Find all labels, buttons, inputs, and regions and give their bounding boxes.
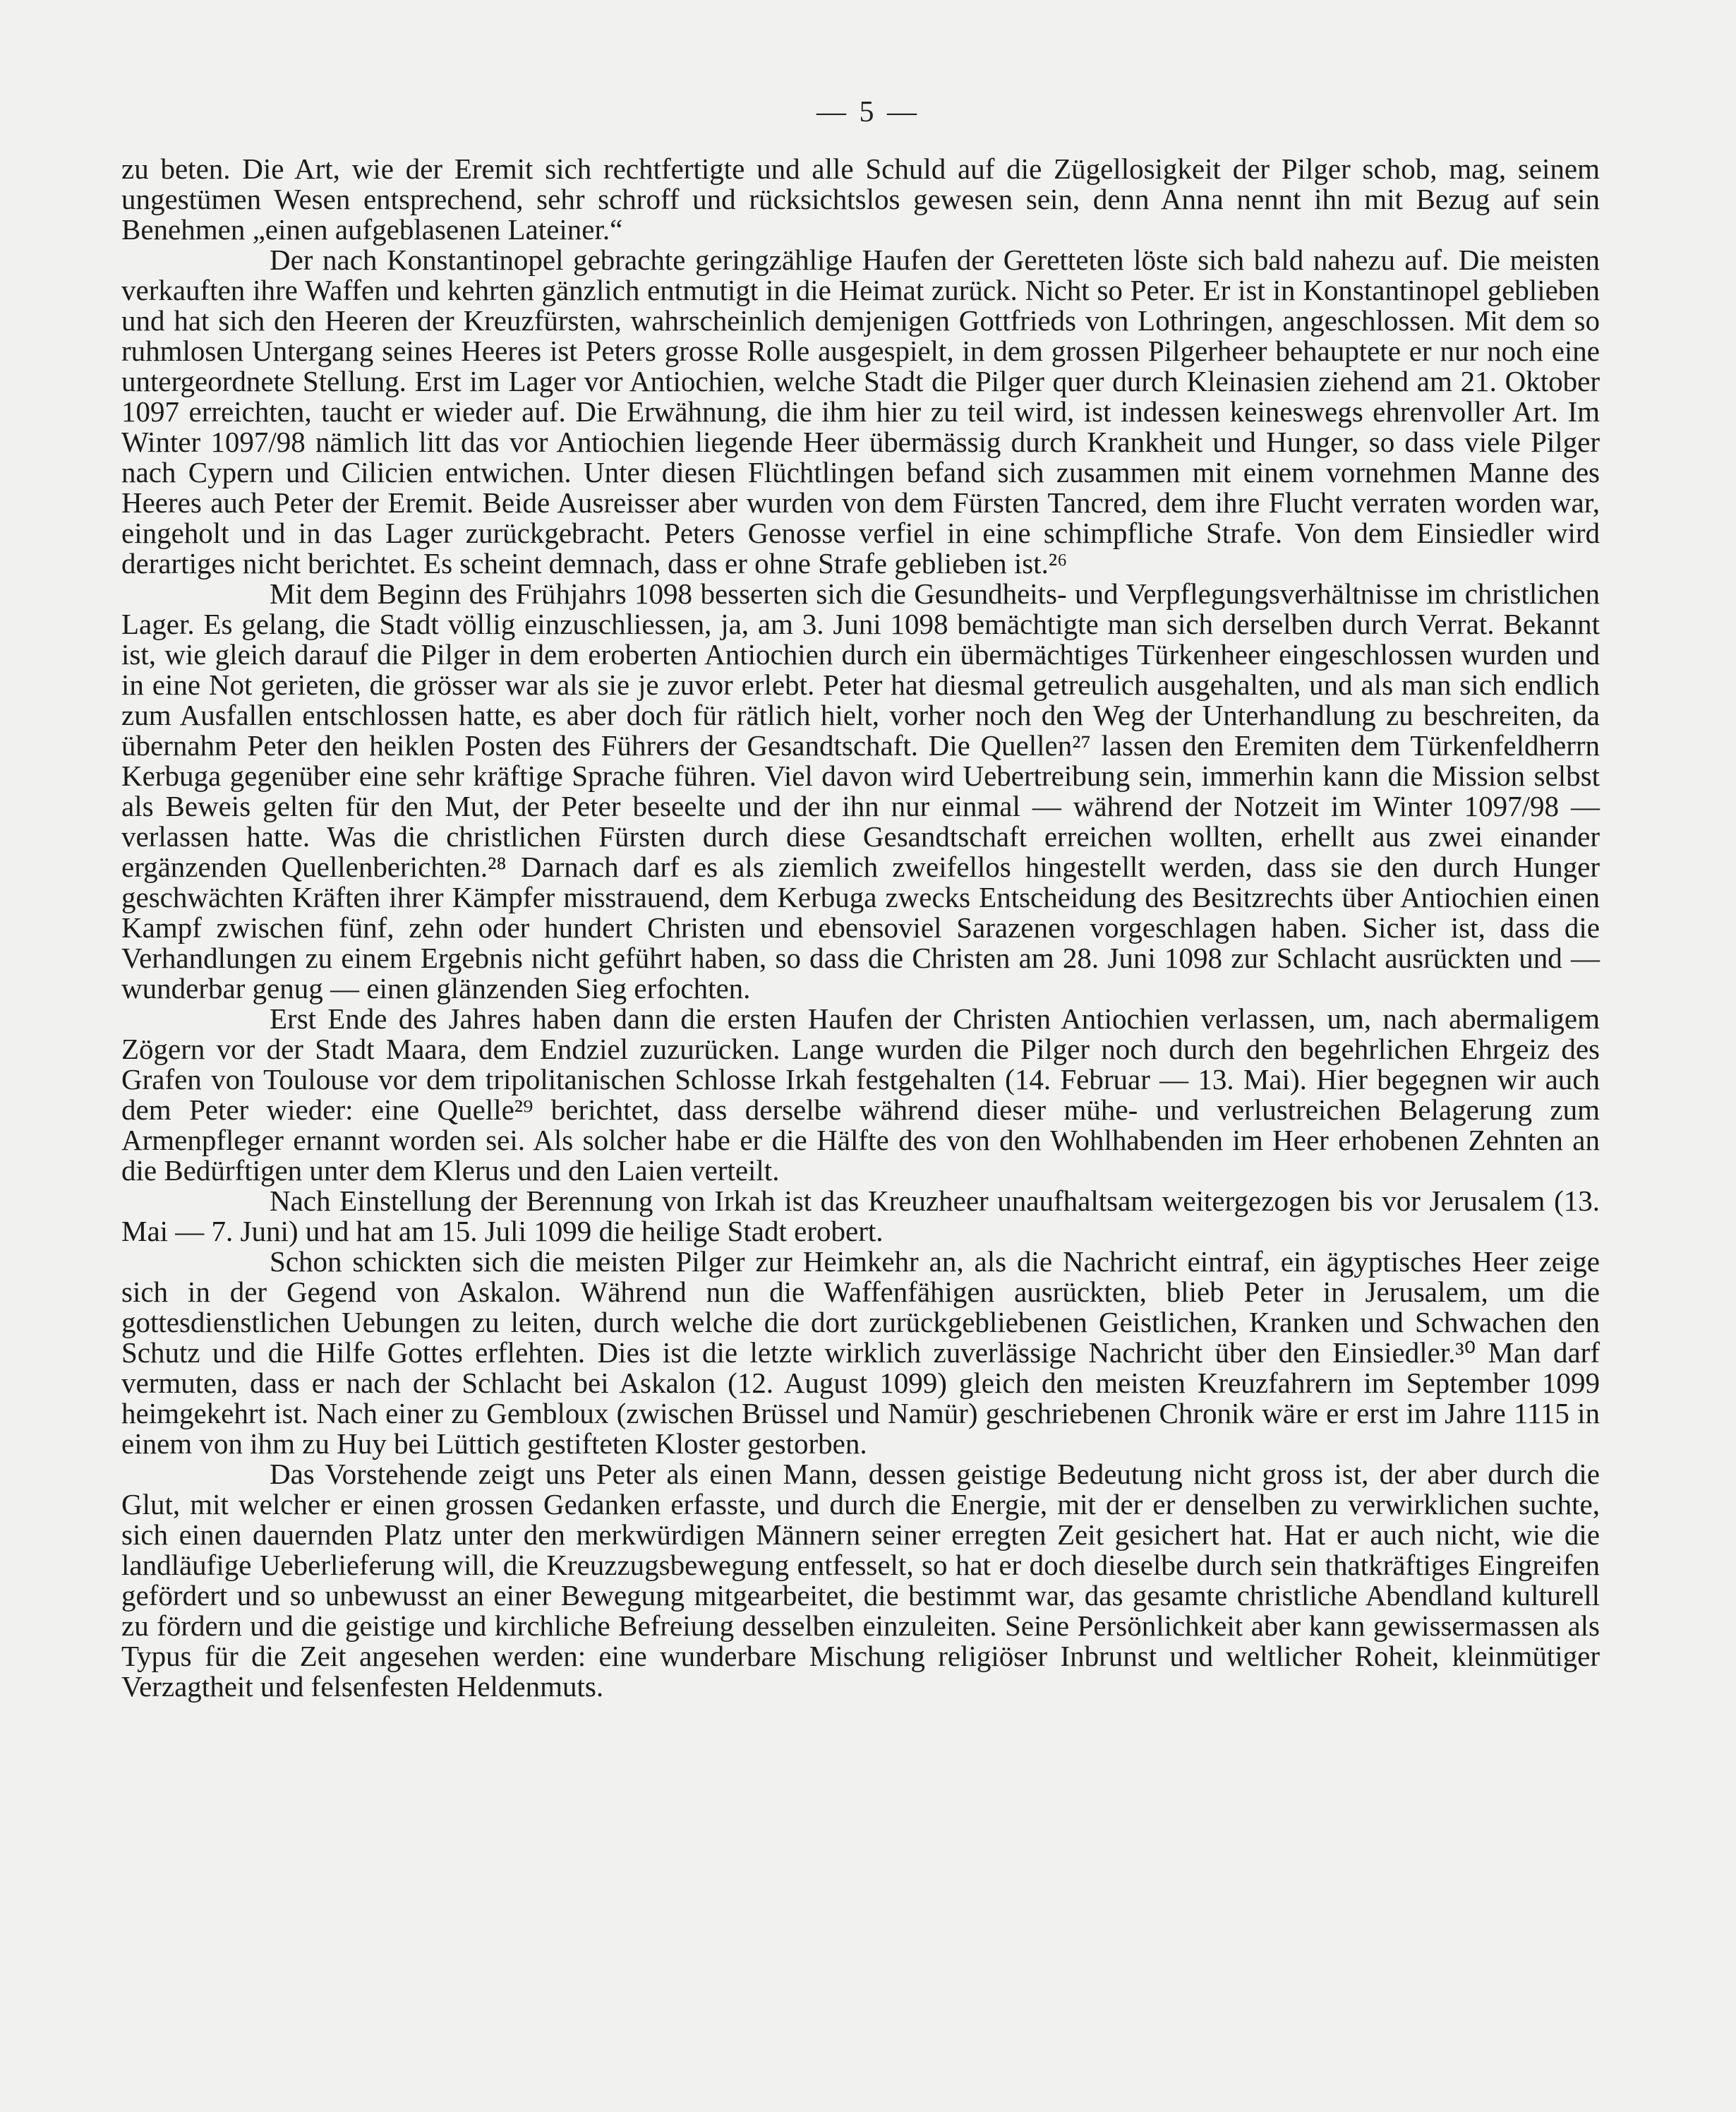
paragraph: Mit dem Beginn des Frühjahrs 1098 besserten sich die Gesundheits- und Verpflegungsverhältnisse im christlichen Lager. Es gelang, die Stadt völlig einzuschliessen, ja, am 3. Juni 1098 bemächtigte man sich derselben durch Verrat. Bekannt ist, wie gleich darauf die Pilger in dem eroberten Antiochien durch ein übermächtiges Türkenheer eingeschlossen wurden und in eine Not gerieten, die grösser war als sie je zuvor erlebt. Peter hat diesmal getreulich ausgehalten, und als man sich endlich zum Ausfallen entschlossen hatte, es aber doch für rätlich hielt, vorher noch den Weg der Unterhandlung zu beschreiten, da übernahm Peter den heiklen Posten des Führers der Gesandtschaft. Die Quellen²⁷ lassen den Eremiten dem Türkenfeldherrn Kerbuga gegenüber eine sehr kräftige Sprache führen. Viel davon wird Uebertreibung sein, immerhin kann die Mission selbst als Beweis gelten für den Mut, der Peter beseelte und der ihn nur einmal — während der Notzeit im Winter 1097/98 — verlassen hatte. Was die christlichen Fürsten durch diese Gesandtschaft erreichen wollten, erhellt aus zwei einander ergänzenden Quellenberichten.²⁸ Darnach darf es als ziemlich zweifellos hingestellt werden, dass sie den durch Hunger geschwächten Kräften ihrer Kämpfer misstrauend, dem Kerbuga zwecks Entscheidung des Besitzrechts über Antiochien einen Kampf zwischen fünf, zehn oder hundert Christen und ebensoviel Sarazenen vorgeschlagen haben. Sicher ist, dass die Verhandlungen zu einem Ergebnis nicht geführt haben, so dass die Christen am 28. Juni 1098 zur Schlacht ausrückten und — wunderbar genug — einen glänzenden Sieg erfochten. [121, 577, 1600, 1004]
paragraph: Nach Einstellung der Berennung von Irkah ist das Kreuzheer unaufhaltsam weitergezogen bis vor Jerusalem (13. Mai — 7. Juni) und hat am 15. Juli 1099 die heilige Stadt erobert. [121, 1184, 1600, 1247]
paragraph: zu beten. Die Art, wie der Eremit sich rechtfertigte und alle Schuld auf die Zügellosigkeit der Pilger schob, mag, seinem ungestümen Wesen entsprechend, sehr schroff und rücksichtslos gewesen sein, denn Anna nennt ihn mit Bezug auf sein Benehmen „einen aufgeblasenen Lateiner.“ [121, 152, 1600, 246]
paragraph: Der nach Konstantinopel gebrachte geringzählige Haufen der Geretteten löste sich bald nahezu auf. Die meisten verkauften ihre Waffen und kehrten gänzlich entmutigt in die Heimat zurück. Nicht so Peter. Er ist in Konstantinopel geblieben und hat sich den Heeren der Kreuzfürsten, wahrscheinlich demjenigen Gottfrieds von Lothringen, angeschlossen. Mit dem so ruhmlosen Untergang seines Heeres ist Peters grosse Rolle ausgespielt, in dem grossen Pilgerheer behauptete er nur noch eine untergeordnete Stellung. Erst im Lager vor Antiochien, welche Stadt die Pilger quer durch Kleinasien ziehend am 21. Oktober 1097 erreichten, taucht er wieder auf. Die Erwähnung, die ihm hier zu teil wird, ist indessen keineswegs ehrenvoller Art. Im Winter 1097/98 nämlich litt das vor Antiochien liegende Heer übermässig durch Krankheit und Hunger, so dass viele Pilger nach Cypern und Cilicien entwichen. Unter diesen Flüchtlingen befand sich zusammen mit einem vornehmen Manne des Heeres auch Peter der Eremit. Beide Ausreisser aber wurden von dem Fürsten Tancred, dem ihre Flucht verraten worden war, eingeholt und in das Lager zurückgebracht. Peters Genosse verfiel in eine schimpfliche Strafe. Von dem Einsiedler wird derartiges nicht berichtet. Es scheint demnach, dass er ohne Strafe geblieben ist.²⁶ [121, 244, 1600, 580]
page-number: — 5 — [816, 96, 920, 128]
body-text [121, 154, 1600, 1702]
paragraph: Das Vorstehende zeigt uns Peter als einen Mann, dessen geistige Bedeutung nicht gross ist, der aber durch die Glut, mit welcher er einen grossen Gedanken erfasste, und durch die Energie, mit der er denselben zu verwirklichen suchte, sich einen dauernden Platz unter den merkwürdigen Männern seiner erregten Zeit gesichert hat. Hat er auch nicht, wie die landläufige Ueberlieferung will, die Kreuzzugsbewegung entfesselt, so hat er doch dieselbe durch sein thatkräftiges Eingreifen gefördert und so unbewusst an einer Bewegung mitgearbeitet, die bestimmt war, das gesamte christliche Abendland kulturell zu fördern und die geistige und kirchliche Befreiung desselben einzuleiten. Seine Persönlichkeit aber kann gewissermassen als Typus für die Zeit angesehen werden: eine wunderbare Mischung religiöser Inbrunst und weltlicher Roheit, kleinmütiger Verzagtheit und felsenfesten Heldenmuts. [121, 1458, 1600, 1703]
paragraph: Erst Ende des Jahres haben dann die ersten Haufen der Christen Antiochien verlassen, um, nach abermaligem Zögern vor der Stadt Maara, dem Endziel zuzurücken. Lange wurden die Pilger noch durch den begehrlichen Ehrgeiz des Grafen von Toulouse vor dem tripolitanischen Schlosse Irkah festgehalten (14. Februar — 13. Mai). Hier begegnen wir auch dem Peter wieder: eine Quelle²⁹ berichtet, dass derselbe während dieser mühe- und verlustreichen Belagerung zum Armenpfleger ernannt worden sei. Als solcher habe er die Hälfte des von den Wohlhabenden im Heer erhobenen Zehnten an die Bedürftigen unter dem Klerus und den Laien verteilt. [121, 1002, 1600, 1187]
paragraph: Schon schickten sich die meisten Pilger zur Heimkehr an, als die Nachricht eintraf, ein ägyptisches Heer zeige sich in der Gegend von Askalon. Während nun die Waffenfähigen ausrückten, blieb Peter in Jerusalem, um die gottesdienstlichen Uebungen zu leiten, durch welche die dort zurückgebliebenen Geistlichen, Kranken und Schwachen den Schutz und die Hilfe Gottes erflehten. Dies ist die letzte wirklich zuverlässige Nachricht über den Einsiedler.³⁰ Man darf vermuten, dass er nach der Schlacht bei Askalon (12. August 1099) gleich den meisten Kreuzfahrern im September 1099 heimgekehrt ist. Nach einer zu Gembloux (zwischen Brüssel und Namür) geschriebenen Chronik wäre er erst im Jahre 1115 in einem von ihm zu Huy bei Lüttich gestifteten Kloster gestorben. [121, 1245, 1600, 1460]
